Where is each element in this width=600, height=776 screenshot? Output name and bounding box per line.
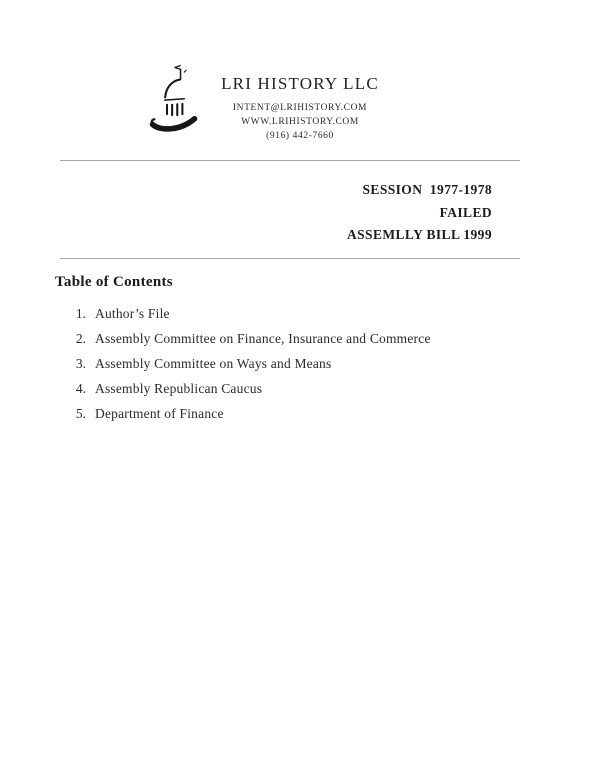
list-item-label: Author’s File xyxy=(95,306,170,321)
list-item xyxy=(70,356,550,381)
list-item xyxy=(70,306,550,331)
list-item-label: Department of Finance xyxy=(95,406,224,421)
list-item-number: 2. xyxy=(75,331,86,346)
page-title: Table of Contents xyxy=(55,274,173,290)
list-item-label: Assembly Committee on Ways and Means xyxy=(95,356,332,371)
letterhead xyxy=(0,74,600,143)
company-phone: (916) 442-7660 xyxy=(266,131,334,141)
list-item-label: Assembly Republican Caucus xyxy=(95,381,263,396)
divider-bottom xyxy=(60,258,520,259)
list-item-number: 4. xyxy=(75,381,86,396)
company-email: INTENT@LRIHISTORY.COM xyxy=(232,103,368,113)
session-status: FAILED xyxy=(439,204,492,220)
company-website: WWW.LRIHISTORY.COM xyxy=(241,117,359,127)
session-bill: ASSEMLLY BILL 1999 xyxy=(346,227,492,242)
divider-top xyxy=(60,160,520,161)
list-item xyxy=(70,381,550,406)
list-item xyxy=(70,331,550,356)
list-item-number: 3. xyxy=(75,356,86,371)
list-item xyxy=(70,406,550,431)
list-item-label: Assembly Committee on Finance, Insurance and Commerce xyxy=(95,331,431,346)
session-block xyxy=(347,179,492,247)
company-name: LRI HISTORY LLC xyxy=(221,74,379,93)
list-item-number: 1. xyxy=(75,306,86,321)
toc-list xyxy=(70,306,550,431)
list-item-number: 5. xyxy=(75,406,86,421)
session-years: SESSION 1977-1978 xyxy=(362,182,492,197)
